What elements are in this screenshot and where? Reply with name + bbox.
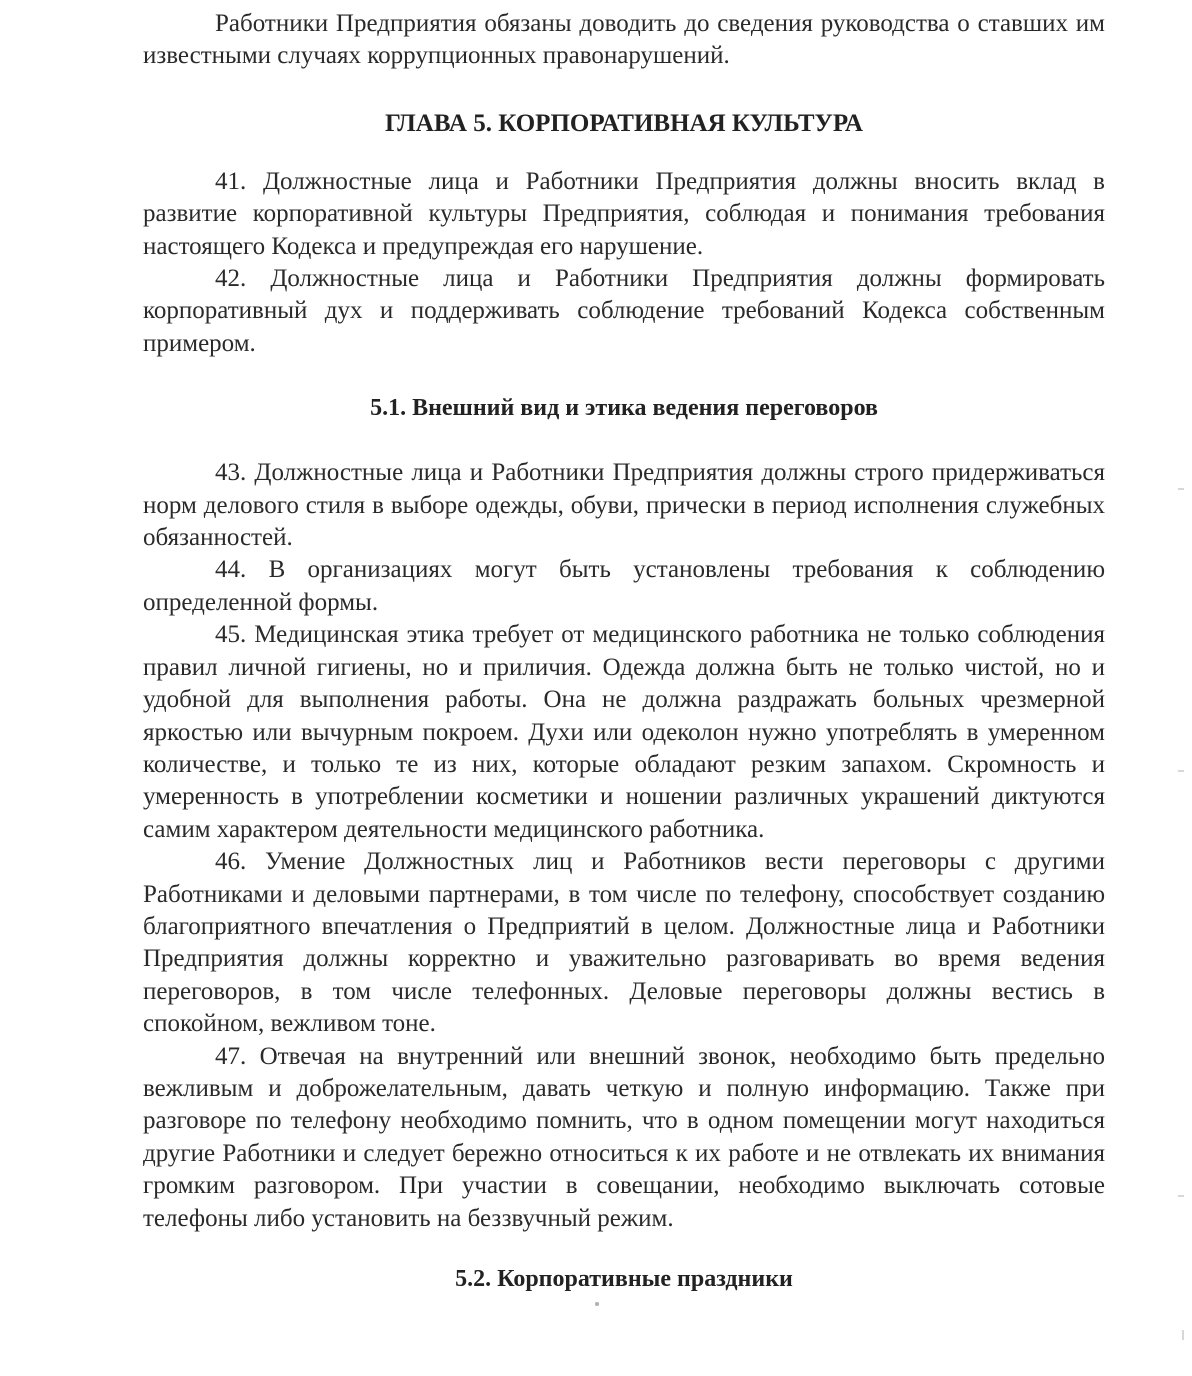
document-page: [143, 8, 1105, 1295]
paragraph-43: 43. Должностные лица и Работники Предприятия должны строго придерживаться норм делового стиля в выборе одежды, обуви, прически в период исполнения служебных обязанностей.: [143, 459, 1105, 552]
section-title-5-1: 5.1. Внешний вид и этика ведения переговоров: [370, 395, 878, 422]
scan-edge-mark: [1178, 770, 1184, 772]
chapter-title: ГЛАВА 5. КОРПОРАТИВНАЯ КУЛЬТУРА: [385, 109, 863, 137]
scan-edge-mark: [1178, 488, 1184, 490]
intro-paragraph: Работники Предприятия обязаны доводить до сведения руководства о ставших им известными случаях коррупционных правонарушений.: [143, 10, 1105, 70]
scan-edge-mark: [1182, 1330, 1184, 1340]
scan-speck: [595, 1302, 599, 1306]
paragraph-47: 47. Отвечая на внутренний или внешний звонок, необходимо быть предельно вежливым и доброжелательным, давать четкую и полную информацию. Также при разговоре по телефону необходимо помнить, что в одном помещении могут находиться другие Работники и следует бережно относиться к их работе и не отвлекать их внимания громким разговором. При участии в совещании, необходимо выключать сотовые телефоны либо установить на беззвучный режим.: [143, 1042, 1105, 1232]
paragraph-42: 42. Должностные лица и Работники Предприятия должны формировать корпоративный дух и поддерживать соблюдение требований Кодекса собственным примером.: [143, 265, 1105, 357]
scan-edge-mark: [1178, 1195, 1184, 1197]
paragraph-41: 41. Должностные лица и Работники Предприятия должны вносить вклад в развитие корпоративной культуры Предприятия, соблюдая и понимания требования настоящего Кодекса и предупреждая его нарушение.: [143, 167, 1105, 260]
paragraph-45: 45. Медицинская этика требует от медицинского работника не только соблюдения правил личной гигиены, но и приличия. Одежда должна быть не только чистой, но и удобной для выполнения работы. Она не должна раздражать больных чрезмерной яркостью или вычурным покроем. Духи или одеколон нужно употреблять в умеренном количестве, и только те из них, которые обладают резким запахом. Скромность и умеренность в употреблении косметики и ношении различных украшений диктуются самим характером деятельности медицинского работника.: [143, 621, 1105, 843]
paragraph-46: 46. Умение Должностных лиц и Работников вести переговоры с другими Работниками и деловыми партнерами, в том числе по телефону, способствует созданию благоприятного впечатления о Предприятий в целом. Должностные лица и Работники Предприятия должны корректно и уважительно разговаривать во время ведения переговоров, в том числе телефонных. Деловые переговоры должны вестись в спокойном, вежливом тоне.: [143, 848, 1105, 1038]
paragraph-44: 44. В организациях могут быть установлены требования к соблюдению определенной формы.: [143, 556, 1105, 616]
section-title-5-2: 5.2. Корпоративные праздники: [455, 1266, 793, 1292]
